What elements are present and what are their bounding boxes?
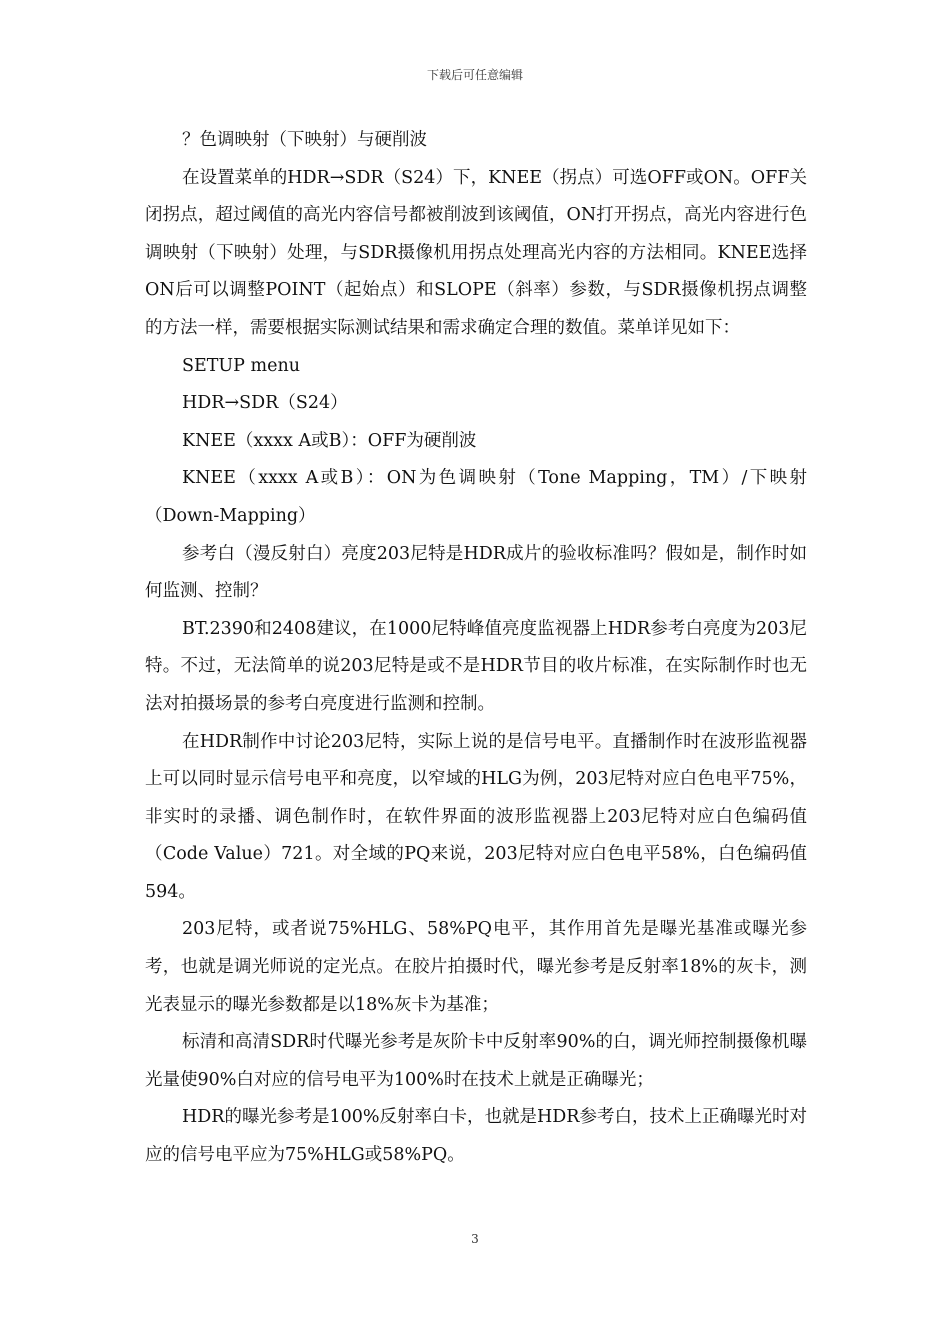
body-text <box>145 122 807 1175</box>
page-number: 3 <box>471 1232 479 1246</box>
menu-line: KNEE（xxxx A或B）：ON为色调映射（Tone Mapping，TM）/下映射（Down-Mapping） <box>145 468 807 526</box>
paragraph: 在设置菜单的HDR→SDR（S24）下，KNEE（拐点）可选OFF或ON。OFF关闭拐点，超过阈值的高光内容信号都被削波到该阈值，ON打开拐点，高光内容进行色调映射（下映射）处理，与SDR摄像机用拐点处理高光内容的方法相同。KNEE选择ON后可以调整POINT（起始点）和SLOPE（斜率）参数，与SDR摄像机拐点调整的方法一样，需要根据实际测试结果和需求确定合理的数值。菜单详见如下： <box>145 167 807 338</box>
section-heading: ？色调映射（下映射）与硬削波 <box>182 130 427 150</box>
paragraph: 在HDR制作中讨论203尼特，实际上说的是信号电平。直播制作时在波形监视器上可以同时显示信号电平和亮度，以窄域的HLG为例，203尼特对应白色电平75%，非实时的录播、调色制作时，在软件界面的波形监视器上203尼特对应白色编码值（Code Value）721。对全域的PQ来说，203尼特对应白色电平58%，白色编码值594。 <box>145 731 807 902</box>
paragraph: HDR的曝光参考是100%反射率白卡，也就是HDR参考白，技术上正确曝光时对应的信号电平应为75%HLG或58%PQ。 <box>145 1107 807 1166</box>
page-header: 下载后可任意编辑 <box>426 68 523 82</box>
question-paragraph: 参考白（漫反射白）亮度203尼特是HDR成片的验收标准吗？假如是，制作时如何监测、控制？ <box>145 543 807 602</box>
menu-line: HDR→SDR（S24） <box>182 393 348 414</box>
paragraph: BT.2390和2408建议，在1000尼特峰值亮度监视器上HDR参考白亮度为203尼特。不过，无法简单的说203尼特是或不是HDR节目的收片标准，在实际制作时也无法对拍摄场景的参考白亮度进行监测和控制。 <box>145 618 807 714</box>
paragraph: 203尼特，或者说75%HLG、58%PQ电平，其作用首先是曝光基准或曝光参考，也就是调光师说的定光点。在胶片拍摄时代，曝光参考是反射率18%的灰卡，测光表显示的曝光参数都是以18%灰卡为基准； <box>145 919 807 1015</box>
menu-line: SETUP menu <box>182 355 301 376</box>
paragraph: 标清和高清SDR时代曝光参考是灰阶卡中反射率90%的白，调光师控制摄像机曝光量使90%白对应的信号电平为100%时在技术上就是正确曝光； <box>145 1032 807 1090</box>
menu-line: KNEE（xxxx A或B）：OFF为硬削波 <box>182 430 477 451</box>
